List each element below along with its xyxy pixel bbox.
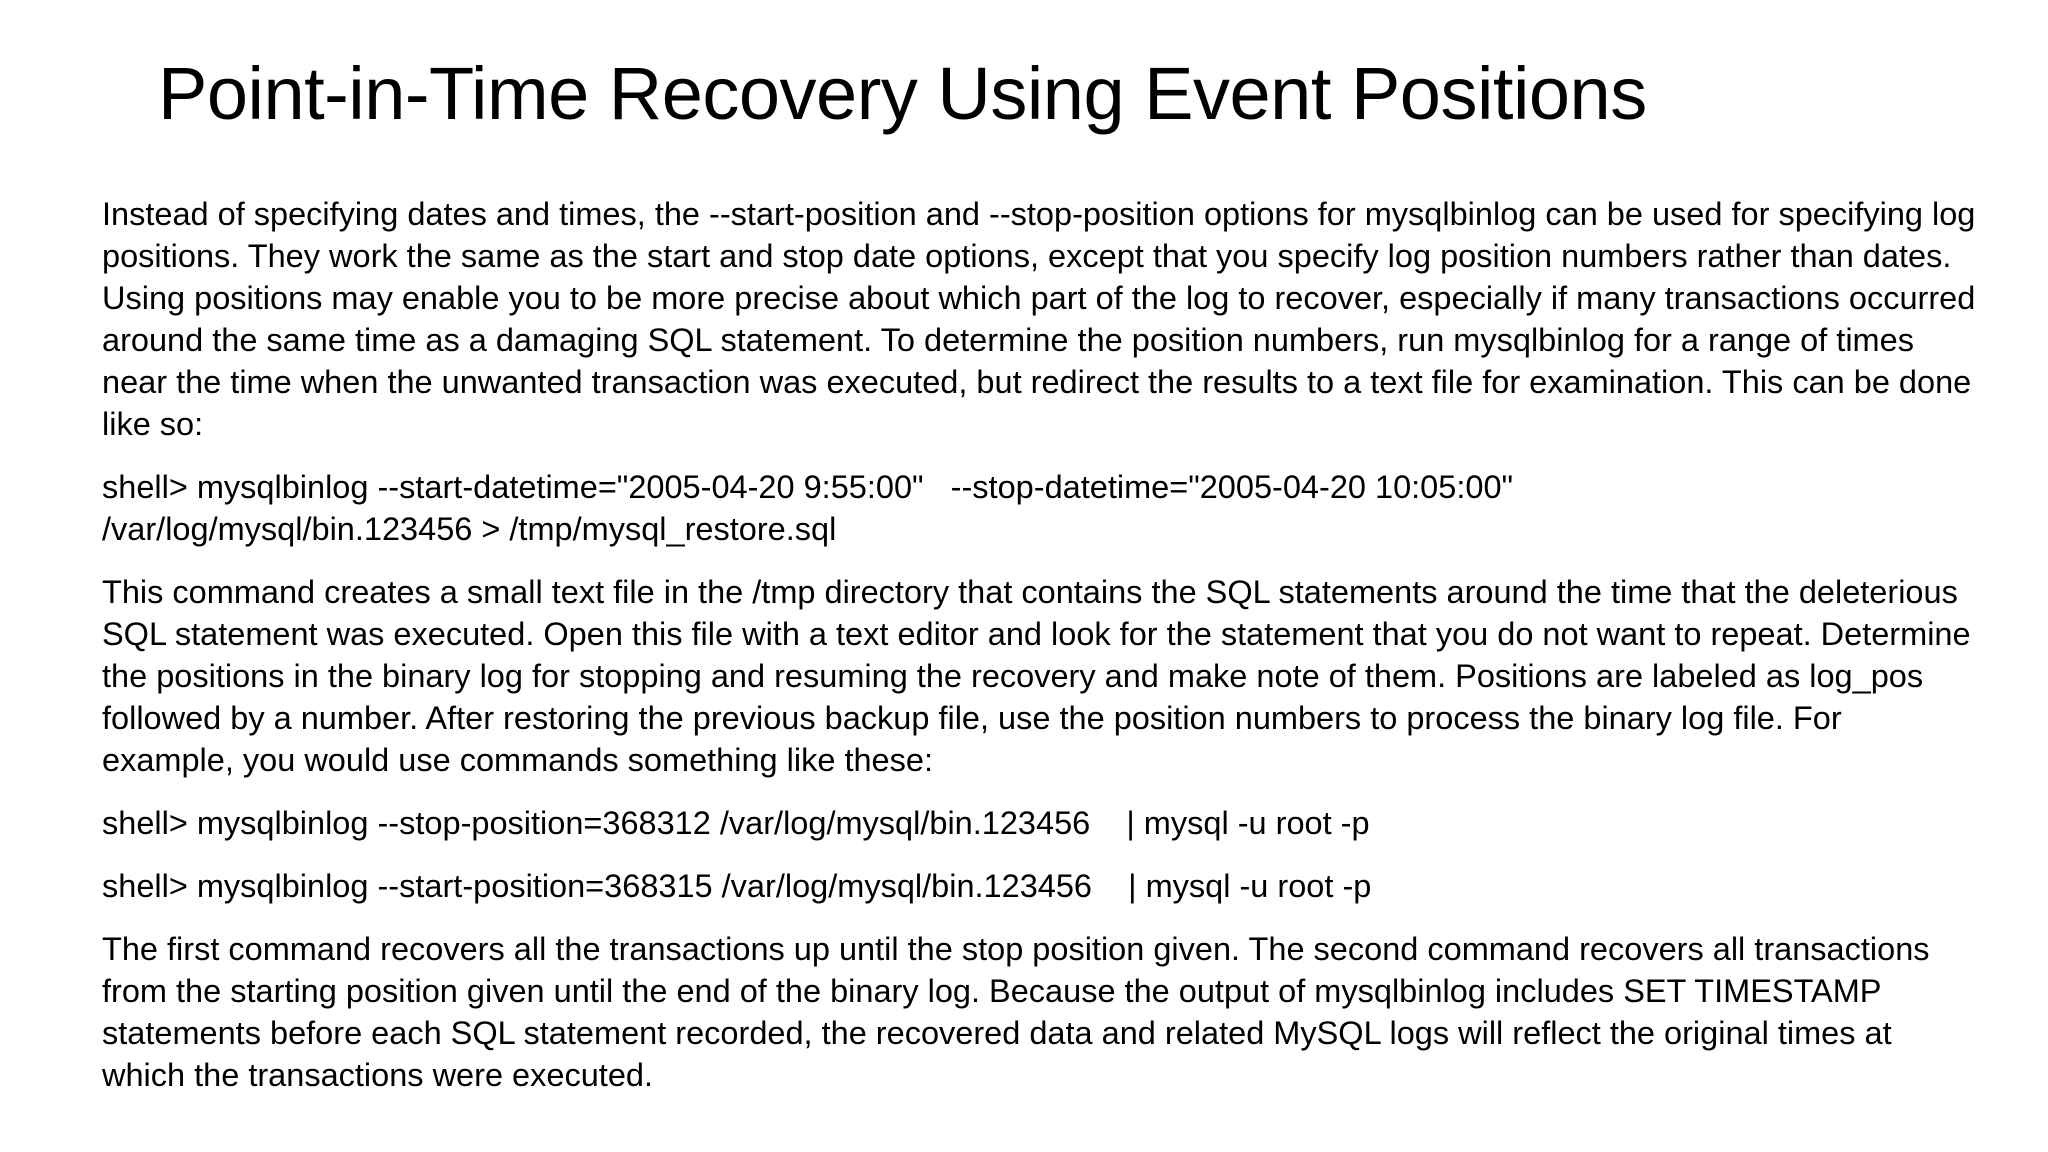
stop-position-command: shell> mysqlbinlog --stop-position=368312 /var/log/mysql/bin.123456 | mysql -u root -p — [102, 805, 1370, 841]
slide-title: Point-in-Time Recovery Using Event Positions — [158, 52, 1647, 135]
datetime-command — [102, 466, 1982, 550]
explanation-paragraph: This command creates a small text file in the /tmp directory that contains the SQL statements around the time that the deleterious SQL statement was executed. Open this file with a text editor and look for the statement that you do not want to repeat. Determine the positions in the binary log for stopping and resuming the recovery and make note of them. Positions are labeled as log_pos followed by a number. After restoring the previous backup file, use the position numbers to process the binary log file. For example, you would use commands something like these: — [102, 574, 1971, 778]
intro-paragraph: Instead of specifying dates and times, the --start-position and --stop-position options for mysqlbinlog can be used for specifying log positions. They work the same as the start and stop date options, except that you specify log position numbers rather than dates. Using positions may enable you to be more precise about which part of the log to recover, especially if many transactions occurred around the same time as a damaging SQL statement. To determine the position numbers, run mysqlbinlog for a range of times near the time when the unwanted transaction was executed, but redirect the results to a text file for examination. This can be done like so: — [102, 196, 1976, 442]
datetime-command-line-2: /var/log/mysql/bin.123456 > /tmp/mysql_restore.sql — [102, 511, 837, 547]
start-position-command: shell> mysqlbinlog --start-position=368315 /var/log/mysql/bin.123456 | mysql -u root -p — [102, 868, 1372, 904]
conclusion-paragraph: The first command recovers all the transactions up until the stop position given. The second command recovers all transactions from the starting position given until the end of the binary log. Because the output of mysqlbinlog includes SET TIMESTAMP statements before each SQL statement recorded, the recovered data and related MySQL logs will reflect the original times at which the transactions were executed. — [102, 931, 1930, 1093]
slide-body — [102, 193, 1982, 1117]
datetime-command-line-1: shell> mysqlbinlog --start-datetime="2005-04-20 9:55:00" --stop-datetime="2005-04-20 10:05:00" — [102, 469, 1514, 505]
